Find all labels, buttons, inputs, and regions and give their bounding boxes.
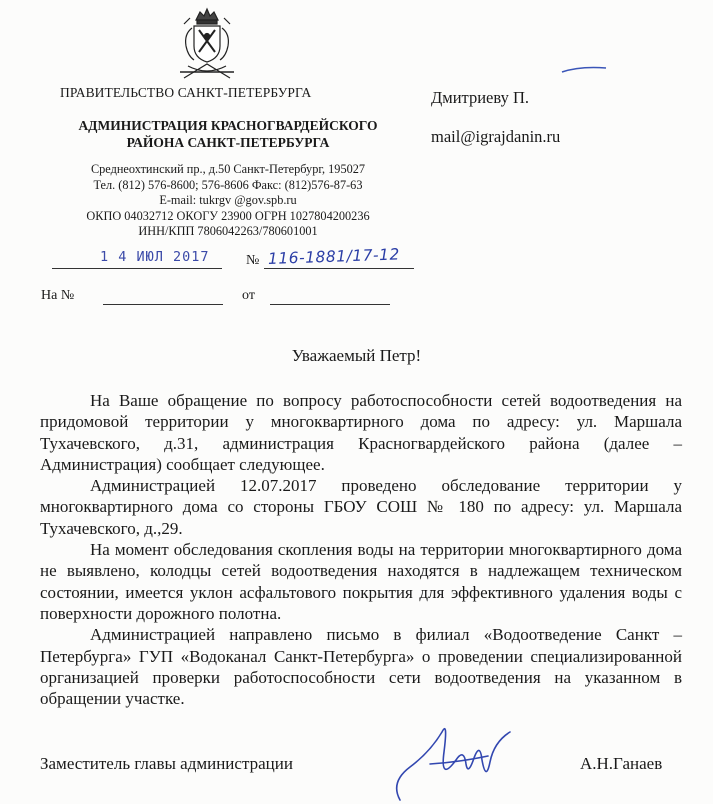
administration-name-line2: РАЙОНА САНКТ-ПЕТЕРБУРГА (126, 135, 330, 150)
reference-underline (103, 304, 223, 305)
phone-line: Тел. (812) 576-8600; 576-8606 Факс: (812)576-87-63 (93, 177, 363, 192)
greeting: Уважаемый Петр! (291, 346, 422, 365)
handwritten-signature (370, 712, 550, 804)
number-label: № (246, 253, 260, 268)
paragraph-2: Администрацией 12.07.2017 проведено обследование территории у многоквартирного дома со стороны ГБОУ СОШ № 180 по адресу: ул. Маршала Тухачевского, д.,29. (40, 476, 682, 538)
date-stamp: 1 4 ИЮЛ 2017 (100, 249, 210, 265)
administration-name-line1: АДМИНИСТРАЦИЯ КРАСНОГВАРДЕЙСКОГО (78, 118, 378, 133)
government-title: ПРАВИТЕЛЬСТВО САНКТ-ПЕТЕРБУРГА (60, 85, 312, 100)
reference-label: На № (41, 288, 75, 303)
paragraph-4: Администрацией направлено письмо в филиал «Водоотведение Санкт – Петербурга» ГУП «Водоканал Санкт-Петербурга» о проведении специализированной организацией проверки работоспособности сети водоотведения на указанном в обращении участке. (40, 625, 682, 709)
paragraph-1: На Ваше обращение по вопросу работоспособности сетей водоотведения на придомовой территории у многоквартирного дома по адресу: ул. Маршала Тухачевского, д.31, администрация Красногвардейского района (далее – Администрация) сообщает следующее. (40, 391, 682, 474)
address-line: Среднеохтинский пр., д.50 Санкт-Петербург, 195027 (90, 162, 366, 176)
codes-line: ОКПО 04032712 ОКОГУ 23900 ОГРН 1027804200236 (86, 208, 370, 223)
date-underline (52, 268, 222, 269)
paragraph-3: На момент обследования скопления воды на территории многоквартирного дома не выявлено, колодцы сетей водоотведения находятся в надлежащем техническом состоянии, имеется уклон асфальтового покрытия для эффективного удаления воды с поверхности дорожного полотна. (40, 540, 682, 623)
pen-mark (560, 62, 610, 76)
from-underline (270, 304, 390, 305)
recipient-email: mail@igrajdanin.ru (431, 127, 561, 146)
from-label: от (242, 288, 255, 303)
recipient-name: Дмитриеву П. (431, 88, 529, 107)
number-underline (264, 268, 414, 269)
contact-block (58, 162, 398, 240)
signatory-position: Заместитель главы администрации (40, 754, 293, 773)
email-line: E-mail: tukrgv @gov.spb.ru (159, 193, 297, 208)
registration-number: 116-1881/17-12 (267, 245, 401, 268)
letter-body (40, 390, 682, 709)
signatory-name: А.Н.Ганаев (580, 754, 663, 773)
coat-of-arms-icon (170, 6, 244, 84)
inn-line: ИНН/КПП 7806042263/780601001 (138, 224, 318, 239)
administration-name (58, 117, 398, 151)
